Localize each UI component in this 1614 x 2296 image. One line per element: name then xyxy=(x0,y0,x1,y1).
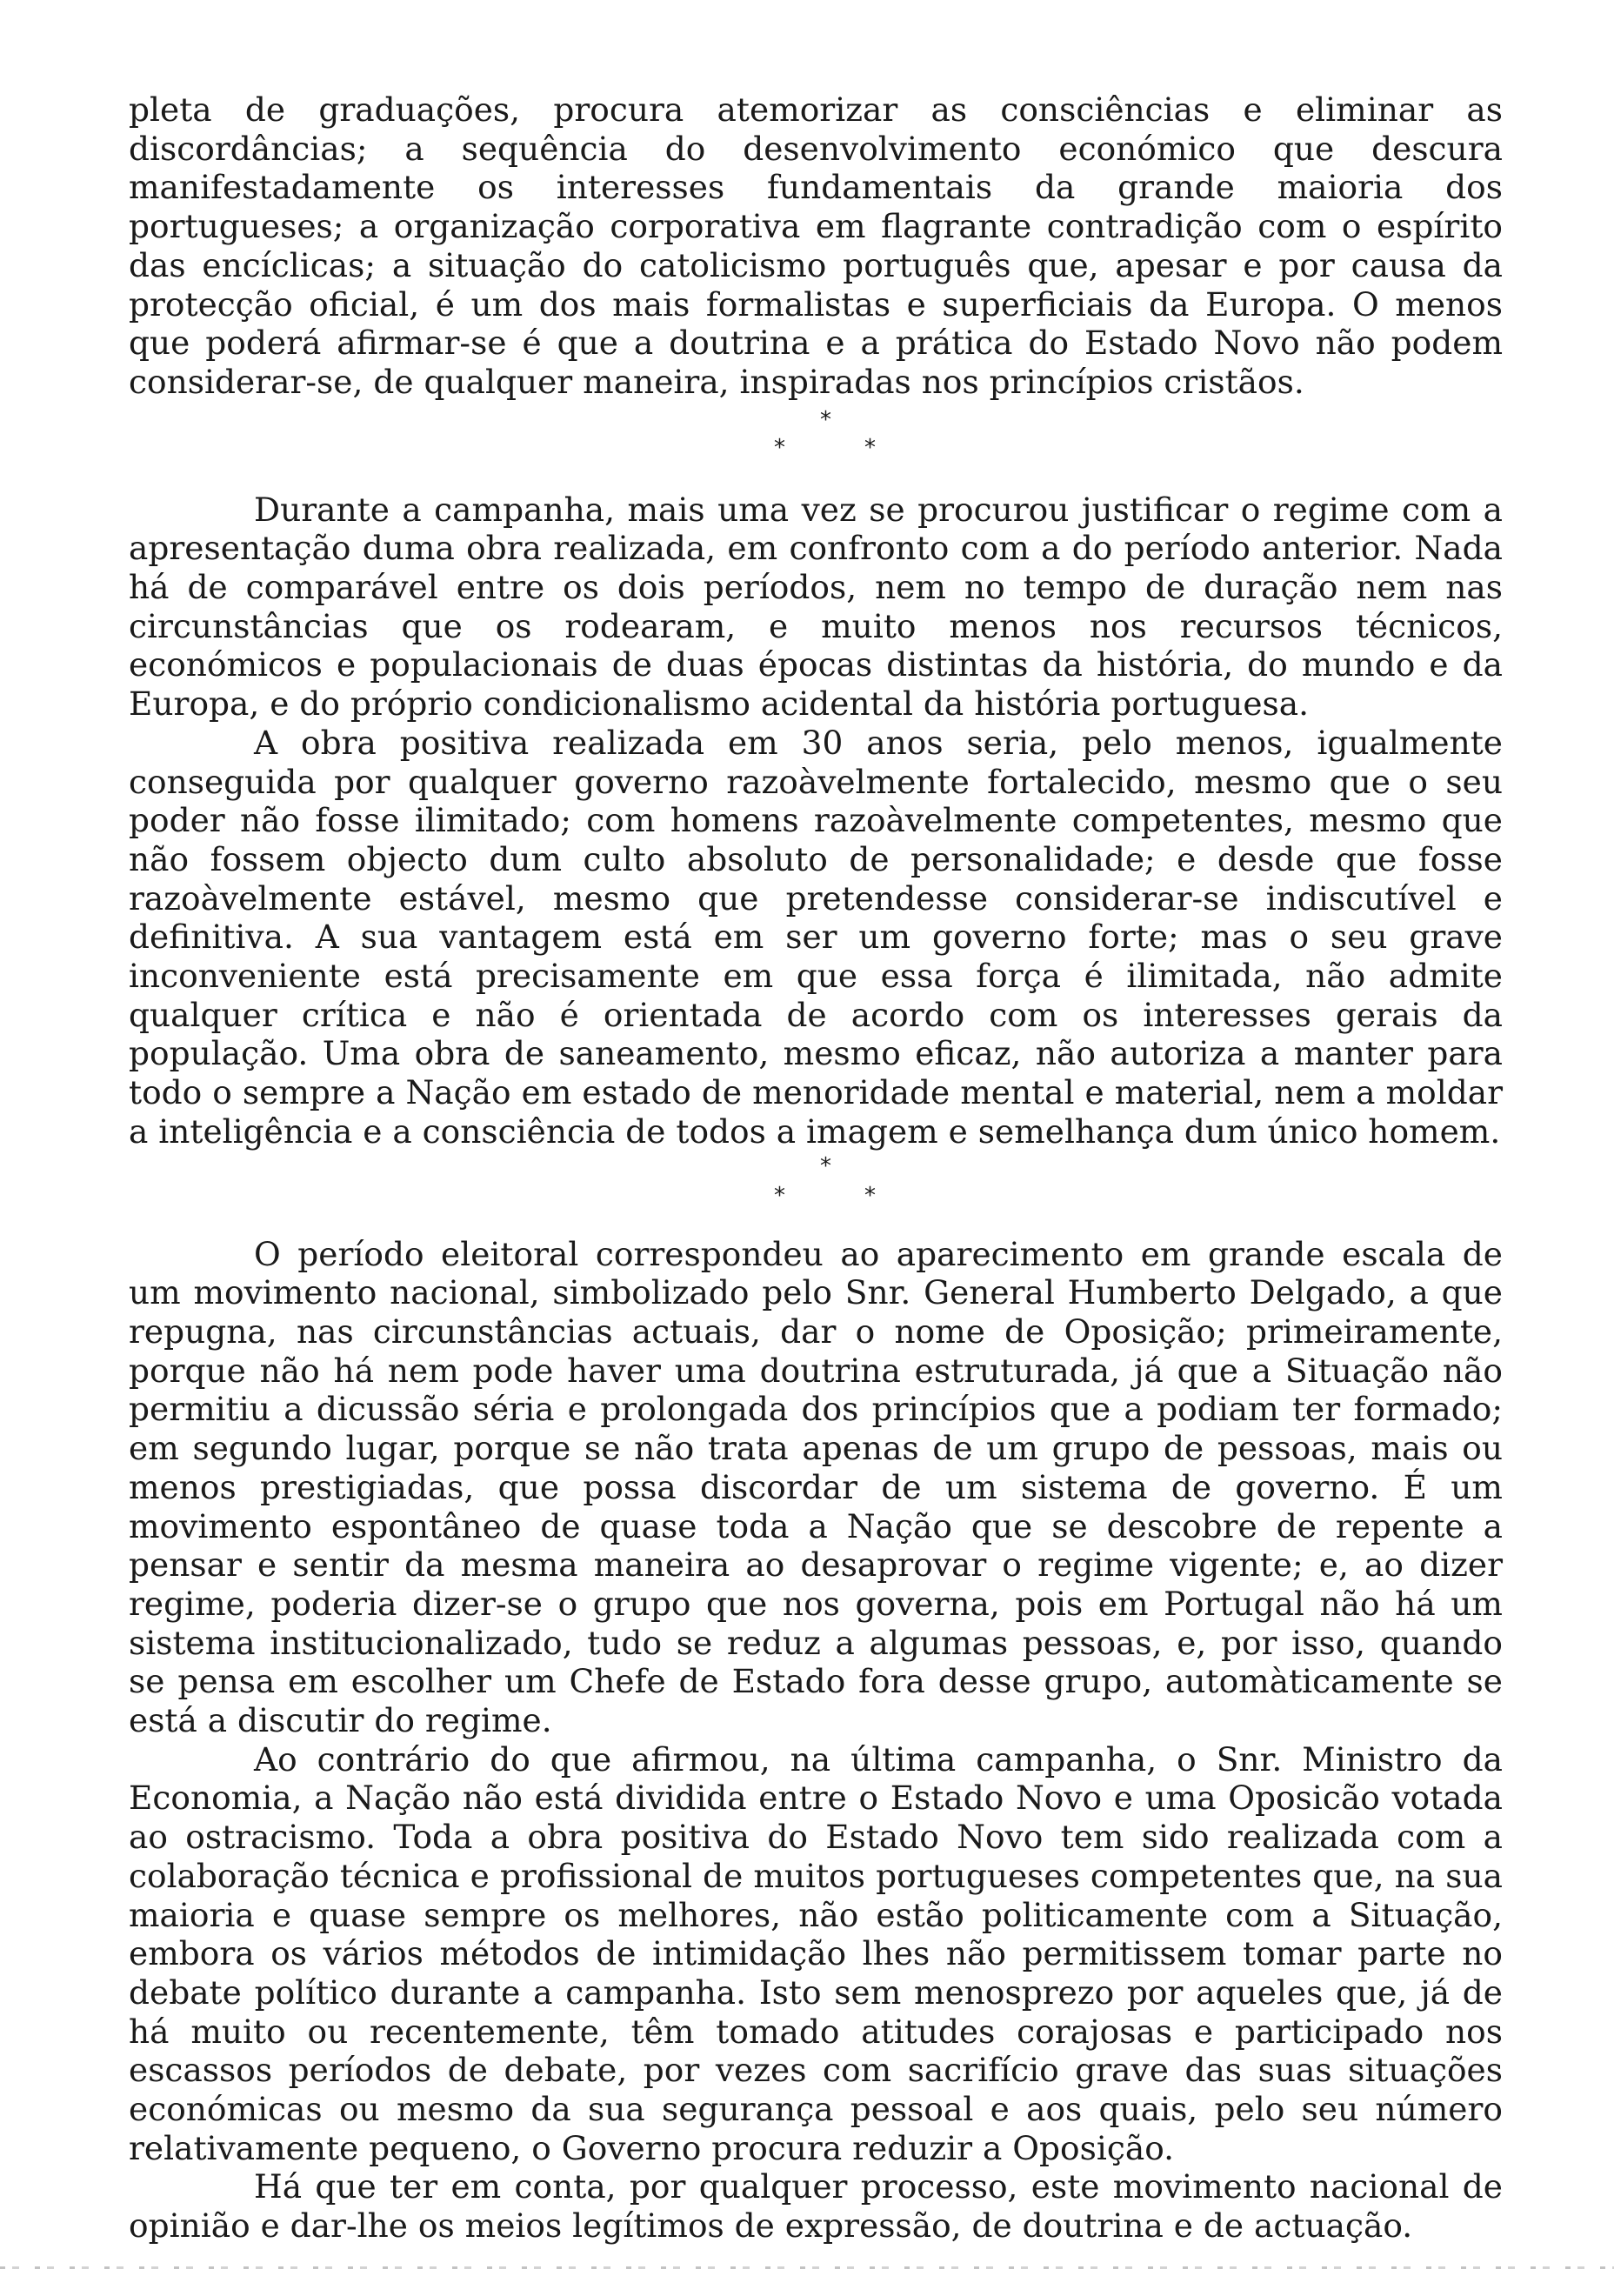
paragraph: Há que ter em conta, por qualquer processo, este movimento nacional de opinião e dar-lhe os meios legítimos de expressão, de doutrina e de actuação. xyxy=(129,2167,1503,2246)
paragraph: A obra positiva realizada em 30 anos seria, pelo menos, igualmente conseguida por qualquer governo razoàvelmente fortalecido, mesmo que o seu poder não fosse ilimitado; com homens razoàvelmente competentes, mesmo que não fossem objecto dum culto absoluto de personalidade; e desde que fosse razoàvelmente estável, mesmo que pretendesse considerar-se indiscutível e definitiva. A sua vantagem está em ser um governo forte; mas o seu grave inconveniente está precisamente em que essa força é ilimitada, não admite qualquer crítica e não é orientada de acordo com os interesses gerais da população. Uma obra de saneamento, mesmo eficaz, não autoriza a manter para todo o sempre a Nação em estado de menoridade mental e material, nem a moldar a inteligência e a consciência de todos a imagem e semelhança dum único homem. xyxy=(129,723,1503,1151)
section-separator xyxy=(129,1151,1503,1235)
asterism-star: * xyxy=(820,1152,831,1179)
asterism-star: * xyxy=(864,434,876,461)
paragraph: Ao contrário do que afirmou, na última campanha, o Snr. Ministro da Economia, a Nação não está dividida entre o Estado Novo e uma Oposicão votada ao ostracismo. Toda a obra positiva do Estado Novo tem sido realizada com a colaboração técnica e profissional de muitos portugueses competentes que, na sua maioria e quase sempre os melhores, não estão politicamente com a Situação, embora os vários métodos de intimidação lhes não permitissem tomar parte no debate político durante a campanha. Isto sem menosprezo por aqueles que, já de há muito ou recentemente, têm tomado atitudes corajosas e participado nos escassos períodos de debate, por vezes com sacrifício grave das suas situações económicas ou mesmo da sua segurança pessoal e aos quais, pelo seu número relativamente pequeno, o Governo procura reduzir a Oposição. xyxy=(129,1739,1503,2167)
document-page xyxy=(129,90,1503,2246)
paragraph-continuation: pleta de graduações, procura atemorizar as consciências e eliminar as discordâncias; a sequência do desenvolvimento económico que descura manifestadamente os interesses fundamentais da grande maioria dos portugueses; a organização corporativa em flagrante contradição com o espírito das encíclicas; a situação do catolicismo português que, apesar e por causa da protecção oficial, é um dos mais formalistas e superficiais da Europa. O menos que poderá afirmar-se é que a doutrina e a prática do Estado Novo não podem considerar-se, de qualquer maneira, inspiradas nos princípios cristãos. xyxy=(129,90,1503,401)
section-separator xyxy=(129,402,1503,491)
asterism-star: * xyxy=(774,434,785,461)
asterism-star: * xyxy=(864,1182,876,1209)
paragraph: O período eleitoral correspondeu ao aparecimento em grande escala de um movimento nacional, simbolizado pelo Snr. General Humberto Delgado, a que repugna, nas circunstâncias actuais, dar o nome de Oposição; primeiramente, porque não há nem pode haver uma doutrina estruturada, já que a Situação não permitiu a dicussão séria e prolongada dos princípios que a podiam ter formado; em segundo lugar, porque se não trata apenas de um grupo de pessoas, mais ou menos prestigiadas, que possa discordar de um sistema de governo. É um movimento espontâneo de quase toda a Nação que se descobre de repente a pensar e sentir da mesma maneira ao desaprovar o regime vigente; e, ao dizer regime, poderia dizer-se o grupo que nos governa, pois em Portugal não há um sistema institucionalizado, tudo se reduz a algumas pessoas, e, por isso, quando se pensa em escolher um Chefe de Estado fora desse grupo, automàticamente se está a discutir do regime. xyxy=(129,1234,1503,1740)
paragraph: Durante a campanha, mais uma vez se procurou justificar o regime com a apresentação duma obra realizada, em confronto com a do período anterior. Nada há de comparável entre os dois períodos, nem no tempo de duração nem nas circunstâncias que os rodearam, e muito menos nos recursos técnicos, económicos e populacionais de duas épocas distintas da história, do mundo e da Europa, e do próprio condicionalismo acidental da história portuguesa. xyxy=(129,490,1503,724)
asterism-star: * xyxy=(820,406,831,433)
asterism-star: * xyxy=(774,1182,785,1209)
scan-edge-artifact xyxy=(0,2266,1614,2269)
